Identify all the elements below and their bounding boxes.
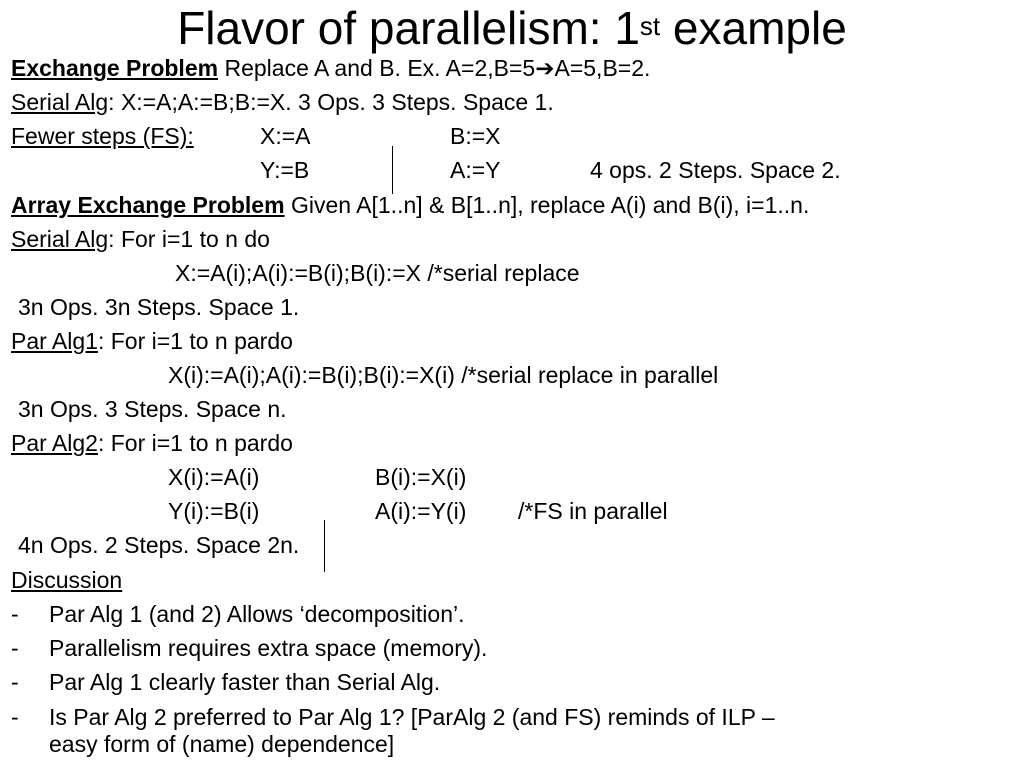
par-alg1-line [11, 327, 293, 355]
par-alg2-row1-col1: X(i):=A(i) [168, 464, 260, 490]
serial-alg-line [11, 88, 554, 116]
exchange-problem-text-a: Replace A and B. Ex. A=2,B=5 [218, 55, 536, 81]
par-alg2-row1-col2: B(i):=X(i) [375, 464, 467, 490]
exchange-problem-text-b: A=5,B=2. [554, 55, 651, 81]
par-alg2-row2-col2: A(i):=Y(i) [375, 498, 467, 524]
par-alg2-row2-col1: Y(i):=B(i) [168, 498, 260, 524]
par-alg2-divider [324, 520, 325, 572]
discussion-item: Par Alg 1 (and 2) Allows ‘decomposition’. [49, 601, 465, 627]
par-alg1-body: X(i):=A(i);A(i):=B(i);B(i):=X(i) /*serial replace in parallel [168, 362, 719, 388]
exchange-problem-line [11, 54, 650, 82]
fs-row2-col1: Y:=B [260, 157, 310, 183]
par-alg2-label: Par Alg2 [11, 430, 98, 456]
exchange-problem-heading: Exchange Problem [11, 55, 219, 81]
array-exchange-line [11, 191, 809, 219]
fs-row1-col2: B:=X [450, 123, 501, 149]
par-alg1-label: Par Alg1 [11, 328, 98, 354]
serial-alg2-cost: 3n Ops. 3n Steps. Space 1. [18, 294, 300, 320]
par-alg2-line [11, 429, 293, 457]
discussion-item: Parallelism requires extra space (memory). [49, 635, 488, 661]
serial-alg-label: Serial Alg [11, 89, 109, 115]
bullet-marker: - [11, 635, 19, 661]
bullet-marker: - [11, 601, 19, 627]
title-tail: example [660, 2, 847, 54]
par-alg2-row2-col3: /*FS in parallel [518, 498, 668, 524]
fs-row1-col1: X:=A [260, 123, 311, 149]
fewer-steps-label: Fewer steps (FS): [11, 123, 194, 149]
array-exchange-heading: Array Exchange Problem [11, 192, 285, 218]
arrow-icon: ➔ [535, 55, 555, 81]
par-alg1-text: : For i=1 to n pardo [97, 328, 293, 354]
slide-title [0, 2, 1024, 54]
title-superscript: st [639, 11, 661, 41]
discussion-item: Is Par Alg 2 preferred to Par Alg 1? [ParAlg 2 (and FS) reminds of ILP – [49, 704, 775, 730]
serial-alg2-line [11, 225, 270, 253]
discussion-heading: Discussion [11, 567, 123, 593]
serial-alg2-label: Serial Alg [11, 226, 109, 252]
title-main: Flavor of parallelism: 1 [177, 2, 640, 54]
bullet-marker: - [11, 704, 19, 730]
serial-alg2-body: X:=A(i);A(i):=B(i);B(i):=X /*serial replace [175, 260, 580, 286]
serial-alg2-text: : For i=1 to n do [108, 226, 270, 252]
bullet-marker: - [11, 669, 19, 695]
discussion-item: Par Alg 1 clearly faster than Serial Alg. [49, 669, 441, 695]
discussion-item-continuation: easy form of (name) dependence] [49, 731, 395, 757]
fs-divider [392, 146, 393, 194]
serial-alg-text: : X:=A;A:=B;B:=X. 3 Ops. 3 Steps. Space 1. [108, 89, 554, 115]
par-alg2-cost: 4n Ops. 2 Steps. Space 2n. [18, 532, 300, 558]
par-alg2-text: : For i=1 to n pardo [97, 430, 293, 456]
fs-row2-col2: A:=Y [450, 157, 501, 183]
array-exchange-text: Given A[1..n] & B[1..n], replace A(i) and B(i), i=1..n. [284, 192, 810, 218]
par-alg1-cost: 3n Ops. 3 Steps. Space n. [18, 396, 287, 422]
fs-row2-col3: 4 ops. 2 Steps. Space 2. [590, 157, 841, 183]
